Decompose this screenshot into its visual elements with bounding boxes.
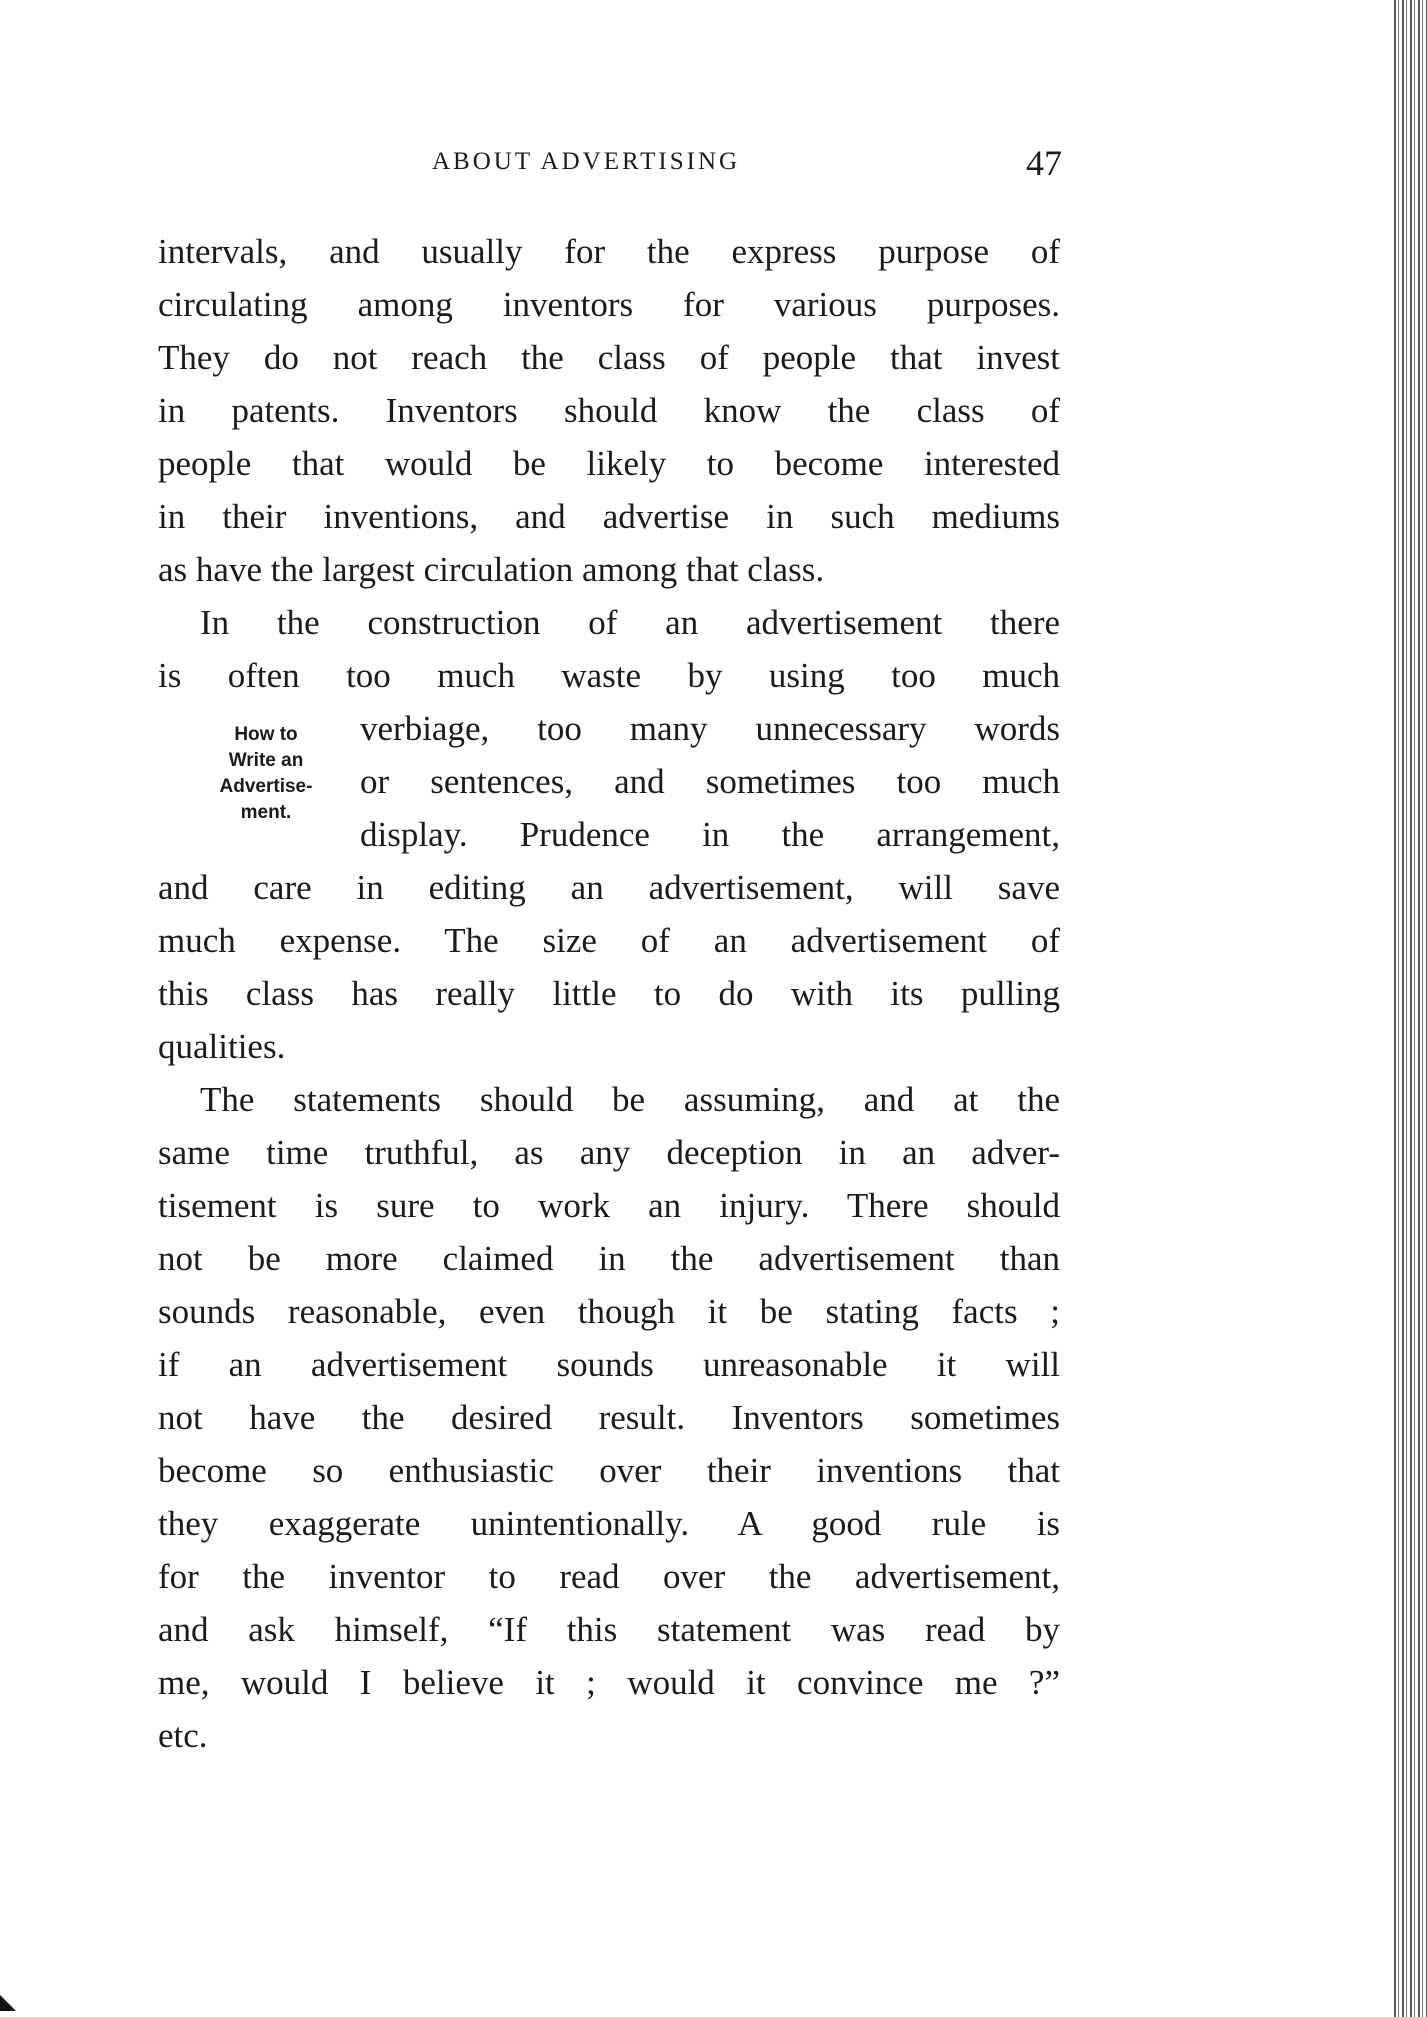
running-head-title: ABOUT ADVERTISING — [432, 148, 741, 175]
margin-note-line: Write an — [228, 750, 304, 771]
text-line: me, would I believe it ; would it convince me ?” — [158, 1663, 1060, 1702]
margin-note-line: ment. — [240, 802, 292, 823]
text-line: They do not reach the class of people that invest — [158, 338, 1060, 377]
text-line: display. Prudence in the arrangement, — [360, 815, 1060, 854]
text-line: people that would be likely to become interested — [158, 444, 1060, 483]
scan-artifact — [0, 1995, 16, 2011]
text-line: this class has really little to do with its pulling — [158, 974, 1060, 1013]
margin-note-line: Advertise- — [219, 776, 313, 797]
margin-note-line: How to — [234, 724, 298, 745]
text-line: they exaggerate unintentionally. A good rule is — [158, 1504, 1060, 1543]
page-edge-shadow — [1391, 0, 1427, 2017]
text-line: intervals, and usually for the express purpose of — [158, 232, 1060, 271]
margin-note — [186, 722, 346, 826]
text-line: and care in editing an advertisement, will save — [158, 868, 1060, 907]
text-line: verbiage, too many unnecessary words — [360, 709, 1060, 748]
text-line: sounds reasonable, even though it be stating facts ; — [158, 1292, 1060, 1331]
text-line: or sentences, and sometimes too much — [360, 762, 1060, 801]
paragraph-start-line: In the construction of an advertisement there — [200, 603, 1060, 642]
text-line: circulating among inventors for various purposes. — [158, 285, 1060, 324]
text-line: in patents. Inventors should know the class of — [158, 391, 1060, 430]
text-line: become so enthusiastic over their inventions that — [158, 1451, 1060, 1490]
text-line: is often too much waste by using too much — [158, 656, 1060, 695]
text-line: much expense. The size of an advertisement of — [158, 921, 1060, 960]
text-line: same time truthful, as any deception in an adver- — [158, 1133, 1060, 1172]
text-line: and ask himself, “If this statement was read by — [158, 1610, 1060, 1649]
text-line: tisement is sure to work an injury. There should — [158, 1186, 1060, 1225]
running-head — [0, 143, 1427, 188]
text-line: in their inventions, and advertise in such mediums — [158, 497, 1060, 536]
text-line: as have the largest circulation among that class. — [158, 550, 825, 589]
text-line: etc. — [158, 1716, 208, 1755]
text-line: not have the desired result. Inventors sometimes — [158, 1398, 1060, 1437]
page-number: 47 — [1026, 143, 1062, 183]
text-line: qualities. — [158, 1027, 286, 1066]
text-line: for the inventor to read over the advertisement, — [158, 1557, 1060, 1596]
paragraph-start-line: The statements should be assuming, and at the — [200, 1080, 1060, 1119]
text-line: not be more claimed in the advertisement than — [158, 1239, 1060, 1278]
text-line: if an advertisement sounds unreasonable it will — [158, 1345, 1060, 1384]
